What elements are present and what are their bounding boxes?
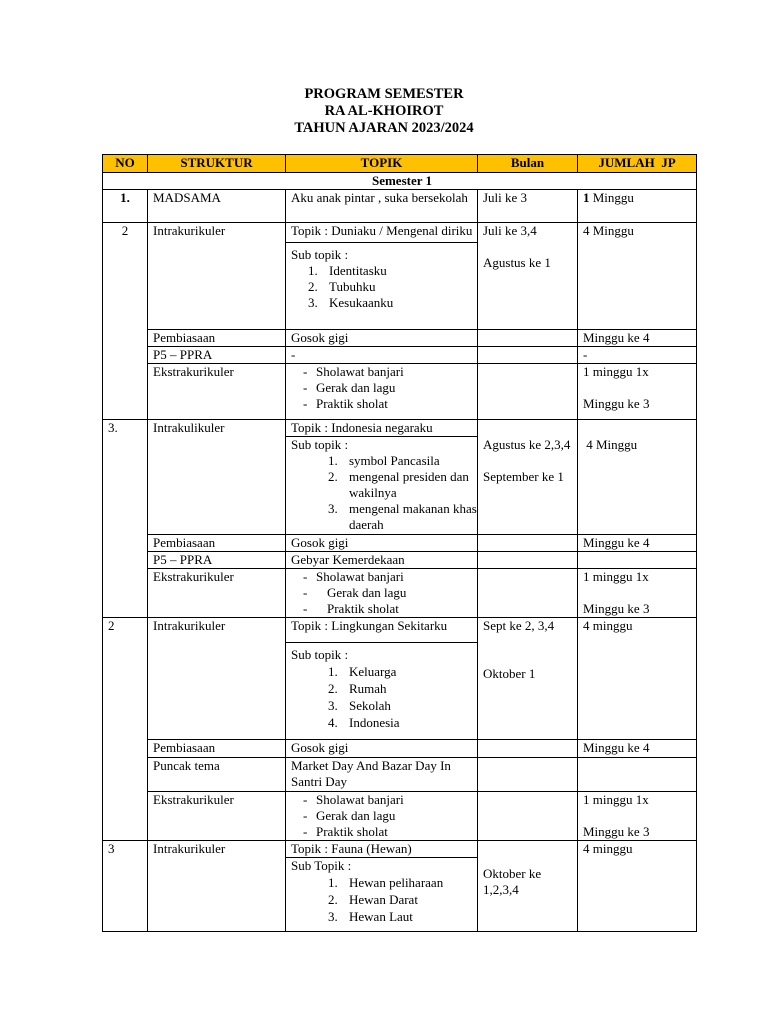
sub-topik-list [291, 263, 477, 311]
topik-title: Topik : Duniaku / Mengenal diriku [291, 223, 473, 238]
sub-topik-list [291, 453, 477, 533]
table-row [103, 618, 697, 740]
row-struktur: Puncak tema [148, 758, 286, 792]
row-jp-unit: Minggu [589, 190, 634, 205]
table-row [103, 330, 697, 347]
row-topik: Gosok gigi [286, 330, 478, 347]
sub-topik-label: Sub topik : [291, 647, 349, 662]
row-topik [286, 437, 478, 535]
list-item: - Praktik sholat [303, 601, 399, 616]
table-row [103, 420, 697, 437]
list-item: - Praktik sholat [303, 824, 388, 839]
col-header-jumlah-jp: JUMLAH JP [578, 155, 697, 173]
row-struktur: Intrakurikuler [148, 841, 286, 858]
row-topik: Gebyar Kemerdekaan [286, 552, 478, 569]
bulan-line: Agustus ke 2,3,4 [483, 436, 571, 452]
jp-line: 1 minggu 1x [583, 364, 649, 379]
ekstra-list [291, 364, 477, 412]
bulan-line: Juli ke 3,4 [483, 223, 537, 238]
row-topik [286, 792, 478, 841]
list-item: - Gerak dan lagu [303, 808, 396, 823]
bulan-line: Oktober ke 1,2,3,4 [483, 865, 542, 897]
jp-line: 1 minggu 1x [583, 792, 649, 807]
list-item: - Praktik sholat [303, 396, 388, 411]
row-topik: Market Day And Bazar Day In Santri Day [286, 758, 478, 792]
row-bulan: Juli ke 3 [478, 190, 578, 223]
col-header-topik: TOPIK [286, 155, 478, 173]
col-header-bulan: Bulan [478, 155, 578, 173]
row-struktur: MADSAMA [148, 190, 286, 223]
row-topik: Topik : Indonesia negaraku [286, 420, 478, 437]
title-line-2: RA AL-KHOIROT [324, 103, 444, 119]
row-topik [286, 364, 478, 420]
sub-topik-list [291, 663, 477, 731]
row-struktur: Ekstrakurikuler [148, 792, 286, 841]
row-struktur: Ekstrakurikuler [148, 569, 286, 618]
row-no: 3 [103, 841, 148, 858]
program-table [102, 154, 697, 932]
row-bulan [478, 858, 578, 932]
sub-topik-label: Sub Topik : [291, 858, 352, 873]
row-bulan [478, 437, 578, 535]
table-row [103, 223, 697, 330]
row-struktur: Pembiasaan [148, 535, 286, 552]
table-row [103, 552, 697, 569]
table-row [103, 792, 697, 841]
bulan-line: Oktober 1 [483, 666, 536, 681]
row-struktur: Intrakurikuler [148, 223, 286, 330]
table-row [103, 535, 697, 552]
row-jp: - [578, 347, 697, 364]
list-item: 1. Keluarga [341, 663, 477, 680]
list-item: 2. Tubuhku [321, 279, 477, 295]
topik-title: Topik : Lingkungan Sekitarku [291, 618, 448, 633]
row-no: 1. [103, 190, 148, 223]
row-jp: 4 minggu [578, 618, 697, 740]
row-jp: Minggu ke 4 [578, 330, 697, 347]
sub-topik-list [291, 874, 477, 925]
sub-topik-label: Sub topik : [291, 437, 349, 452]
bulan-line: Sept ke 2, 3,4 [483, 618, 555, 633]
title-line-1: PROGRAM SEMESTER [304, 86, 464, 102]
row-topik: Aku anak pintar , suka bersekolah [286, 190, 478, 223]
row-topik [286, 618, 478, 740]
list-item: 1. Hewan peliharaan [341, 874, 477, 891]
row-jp: 4 Minggu [578, 437, 697, 535]
table-row [103, 740, 697, 758]
sub-topik-block [286, 642, 477, 731]
table-row [103, 569, 697, 618]
list-item: - Sholawat banjari [303, 364, 404, 379]
row-struktur: Intrakulikuler [148, 420, 286, 437]
table-row [103, 841, 697, 858]
row-struktur: P5 – PPRA [148, 347, 286, 364]
ekstra-list [291, 569, 477, 617]
list-item: 2. mengenal presiden dan wakilnya [341, 469, 477, 501]
row-jp [578, 569, 697, 618]
bulan-line: September ke 1 [483, 468, 564, 484]
jp-line: Minggu ke 3 [583, 601, 650, 616]
table-header-row [103, 155, 697, 173]
row-jp-number: 1 [583, 190, 590, 205]
row-jp [578, 364, 697, 420]
row-bulan [478, 618, 578, 740]
ekstra-list [291, 792, 477, 840]
list-item: - Gerak dan lagu [303, 380, 396, 395]
row-topik: Gosok gigi [286, 535, 478, 552]
list-item: - Sholawat banjari [303, 792, 404, 807]
title-line-3: TAHUN AJARAN 2023/2024 [294, 120, 474, 136]
row-topik [286, 858, 478, 932]
row-no: 2 [103, 618, 148, 740]
row-jp: 4 Minggu [578, 223, 697, 330]
bulan-line: Agustus ke 1 [483, 255, 551, 270]
row-jp [578, 190, 697, 223]
table-row [103, 437, 697, 535]
list-item: - Gerak dan lagu [303, 585, 407, 600]
row-struktur: Ekstrakurikuler [148, 364, 286, 420]
list-item: 3. Sekolah [341, 697, 477, 714]
semester-label: Semester 1 [103, 173, 697, 190]
col-header-no: NO [103, 155, 148, 173]
row-jp: Minggu ke 4 [578, 535, 697, 552]
row-topik [286, 569, 478, 618]
table-row [103, 364, 697, 420]
list-item: 1. symbol Pancasila [341, 453, 477, 469]
semester-row [103, 173, 697, 190]
list-item: 3. Kesukaanku [321, 295, 477, 311]
jp-line: 1 minggu 1x [583, 569, 649, 584]
row-no: 2 [103, 223, 148, 330]
list-item: 3. Hewan Laut [341, 908, 477, 925]
sub-topik-label: Sub topik : [291, 247, 349, 262]
sub-topik-block [286, 242, 477, 311]
list-item: 4. Indonesia [341, 714, 477, 731]
row-topik: - [286, 347, 478, 364]
row-no: 3. [103, 420, 148, 437]
list-item: 3. mengenal makanan khas daerah [341, 501, 477, 533]
row-struktur: P5 – PPRA [148, 552, 286, 569]
row-struktur: Pembiasaan [148, 330, 286, 347]
col-header-struktur: STRUKTUR [148, 155, 286, 173]
list-item: 2. Rumah [341, 680, 477, 697]
row-topik [286, 223, 478, 330]
row-jp: 4 minggu [578, 841, 697, 932]
jp-line: Minggu ke 3 [583, 824, 650, 839]
row-topik: Gosok gigi [286, 740, 478, 758]
table-row [103, 190, 697, 223]
table-row [103, 347, 697, 364]
table-row [103, 758, 697, 792]
document-title [0, 86, 768, 137]
row-jp [578, 792, 697, 841]
row-topik: Topik : Fauna (Hewan) [286, 841, 478, 858]
jp-line: Minggu ke 3 [583, 396, 650, 411]
list-item: 2. Hewan Darat [341, 891, 477, 908]
row-struktur: Intrakurikuler [148, 618, 286, 740]
row-struktur: Pembiasaan [148, 740, 286, 758]
row-bulan [478, 223, 578, 330]
list-item: - Sholawat banjari [303, 569, 404, 584]
list-item: 1. Identitasku [321, 263, 477, 279]
row-jp: Minggu ke 4 [578, 740, 697, 758]
